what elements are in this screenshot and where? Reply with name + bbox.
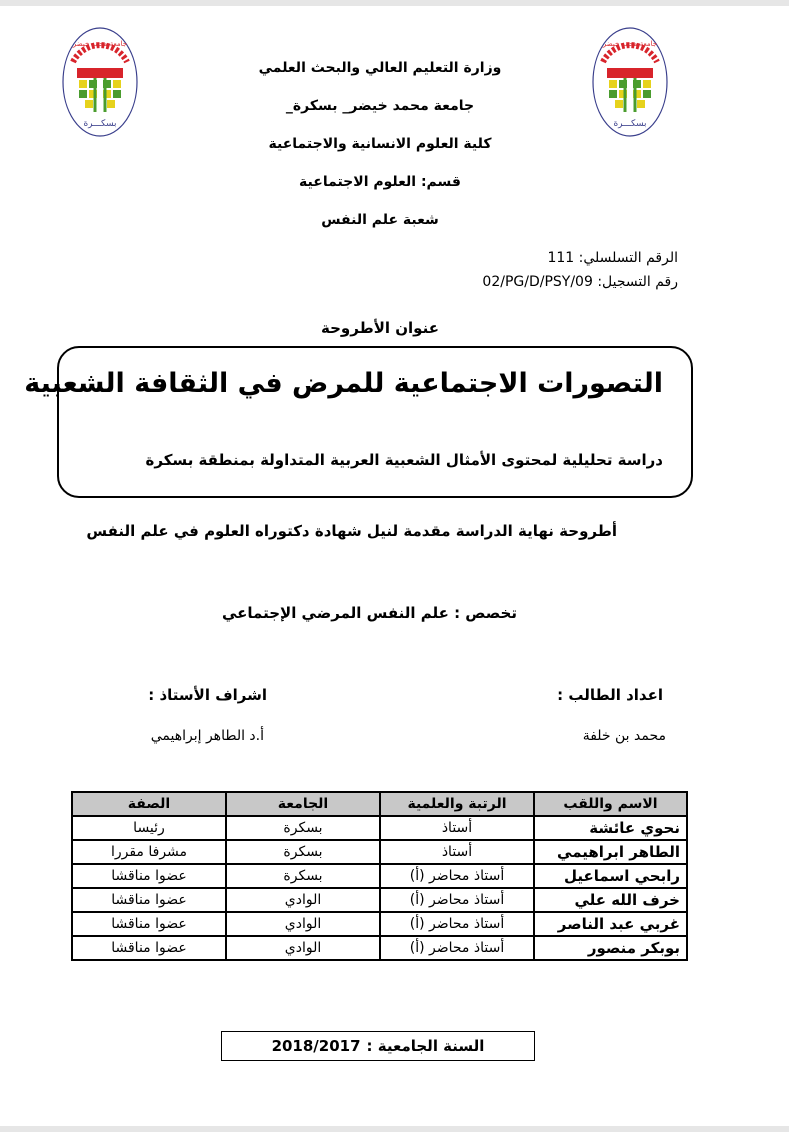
member-university: الوادي [226,936,380,960]
svg-text:بسكـــرة: بسكـــرة [613,119,647,129]
table-row [72,912,687,936]
thesis-title-label: عنوان الأطروحة [321,319,439,337]
member-name: غربي عبد الناصر [534,912,687,936]
member-university: الوادي [226,888,380,912]
member-rank: أستاذ محاضر (أ) [380,936,534,960]
thesis-title-box [24,346,693,498]
member-rank: أستاذ محاضر (أ) [380,864,534,888]
student-label: اعداد الطالب : [557,686,663,704]
header-name: الاسم واللقب [534,792,687,816]
table-row [72,840,687,864]
committee-table [71,791,688,961]
registration-number: رقم التسجيل: 02/PG/D/PSY/09 [482,274,678,290]
member-name: بوبكر منصور [534,936,687,960]
member-rank: أستاذ [380,816,534,840]
ministry-line: وزارة التعليم العالي والبحث العلمي [258,60,502,76]
header-university: الجامعة [226,792,380,816]
member-role: عضوا مناقشا [72,888,226,912]
member-rank: أستاذ محاضر (أ) [380,888,534,912]
member-role: عضوا مناقشا [72,864,226,888]
academic-year-box [221,1031,535,1061]
university-line: جامعة محمد خيضر_ بسكرة_ [285,98,475,114]
table-header-row [72,792,687,816]
table-row [72,816,687,840]
svg-text:جامعة محمد خيضر: جامعة محمد خيضر [602,40,658,48]
member-name: خرف الله علي [534,888,687,912]
supervisor-label: اشراف الأستاذ : [148,686,267,704]
member-role: رئيسا [72,816,226,840]
member-role: مشرفا مقررا [72,840,226,864]
member-name: الطاهر ابراهيمي [534,840,687,864]
serial-number: الرقم التسلسلي: 111 [547,250,678,266]
table-row [72,864,687,888]
member-role: عضوا مناقشا [72,936,226,960]
student-name: محمد بن خلفة [582,728,666,744]
academic-year-label: السنة الجامعية : [366,1037,485,1055]
svg-text:جامعة محمد خيضر: جامعة محمد خيضر [72,40,128,48]
member-university: بسكرة [226,816,380,840]
header-role: الصفة [72,792,226,816]
branch-line: شعبة علم النفس [321,212,439,228]
member-name: رابحي اسماعيل [534,864,687,888]
degree-statement: أطروحة نهاية الدراسة مقدمة لنيل شهادة دكتوراه العلوم في علم النفس [86,522,617,540]
document-page [0,6,789,1126]
member-role: عضوا مناقشا [72,912,226,936]
member-rank: أستاذ محاضر (أ) [380,912,534,936]
table-row [72,888,687,912]
university-logo-left [61,26,139,138]
academic-year-value: 2018/2017 [271,1037,361,1055]
member-name: نحوي عائشة [534,816,687,840]
member-university: الوادي [226,912,380,936]
svg-text:بسكـــرة: بسكـــرة [83,119,117,129]
member-university: بسكرة [226,864,380,888]
member-rank: أستاذ [380,840,534,864]
thesis-main-title: التصورات الاجتماعية للمرض في الثقافة الشعبية [24,368,663,399]
table-row [72,936,687,960]
specialty: تخصص : علم النفس المرضي الإجتماعي [221,604,517,622]
university-logo-right [591,26,669,138]
member-university: بسكرة [226,840,380,864]
faculty-line: كلية العلوم الانسانية والاجتماعية [268,136,492,152]
department-line: قسم: العلوم الاجتماعية [299,174,461,190]
header-rank: الرتبة والعلمية [380,792,534,816]
supervisor-name: أ.د الطاهر إبراهيمي [150,728,264,744]
thesis-subtitle: دراسة تحليلية لمحتوى الأمثال الشعبية العربية المتداولة بمنطقة بسكرة [145,451,663,469]
